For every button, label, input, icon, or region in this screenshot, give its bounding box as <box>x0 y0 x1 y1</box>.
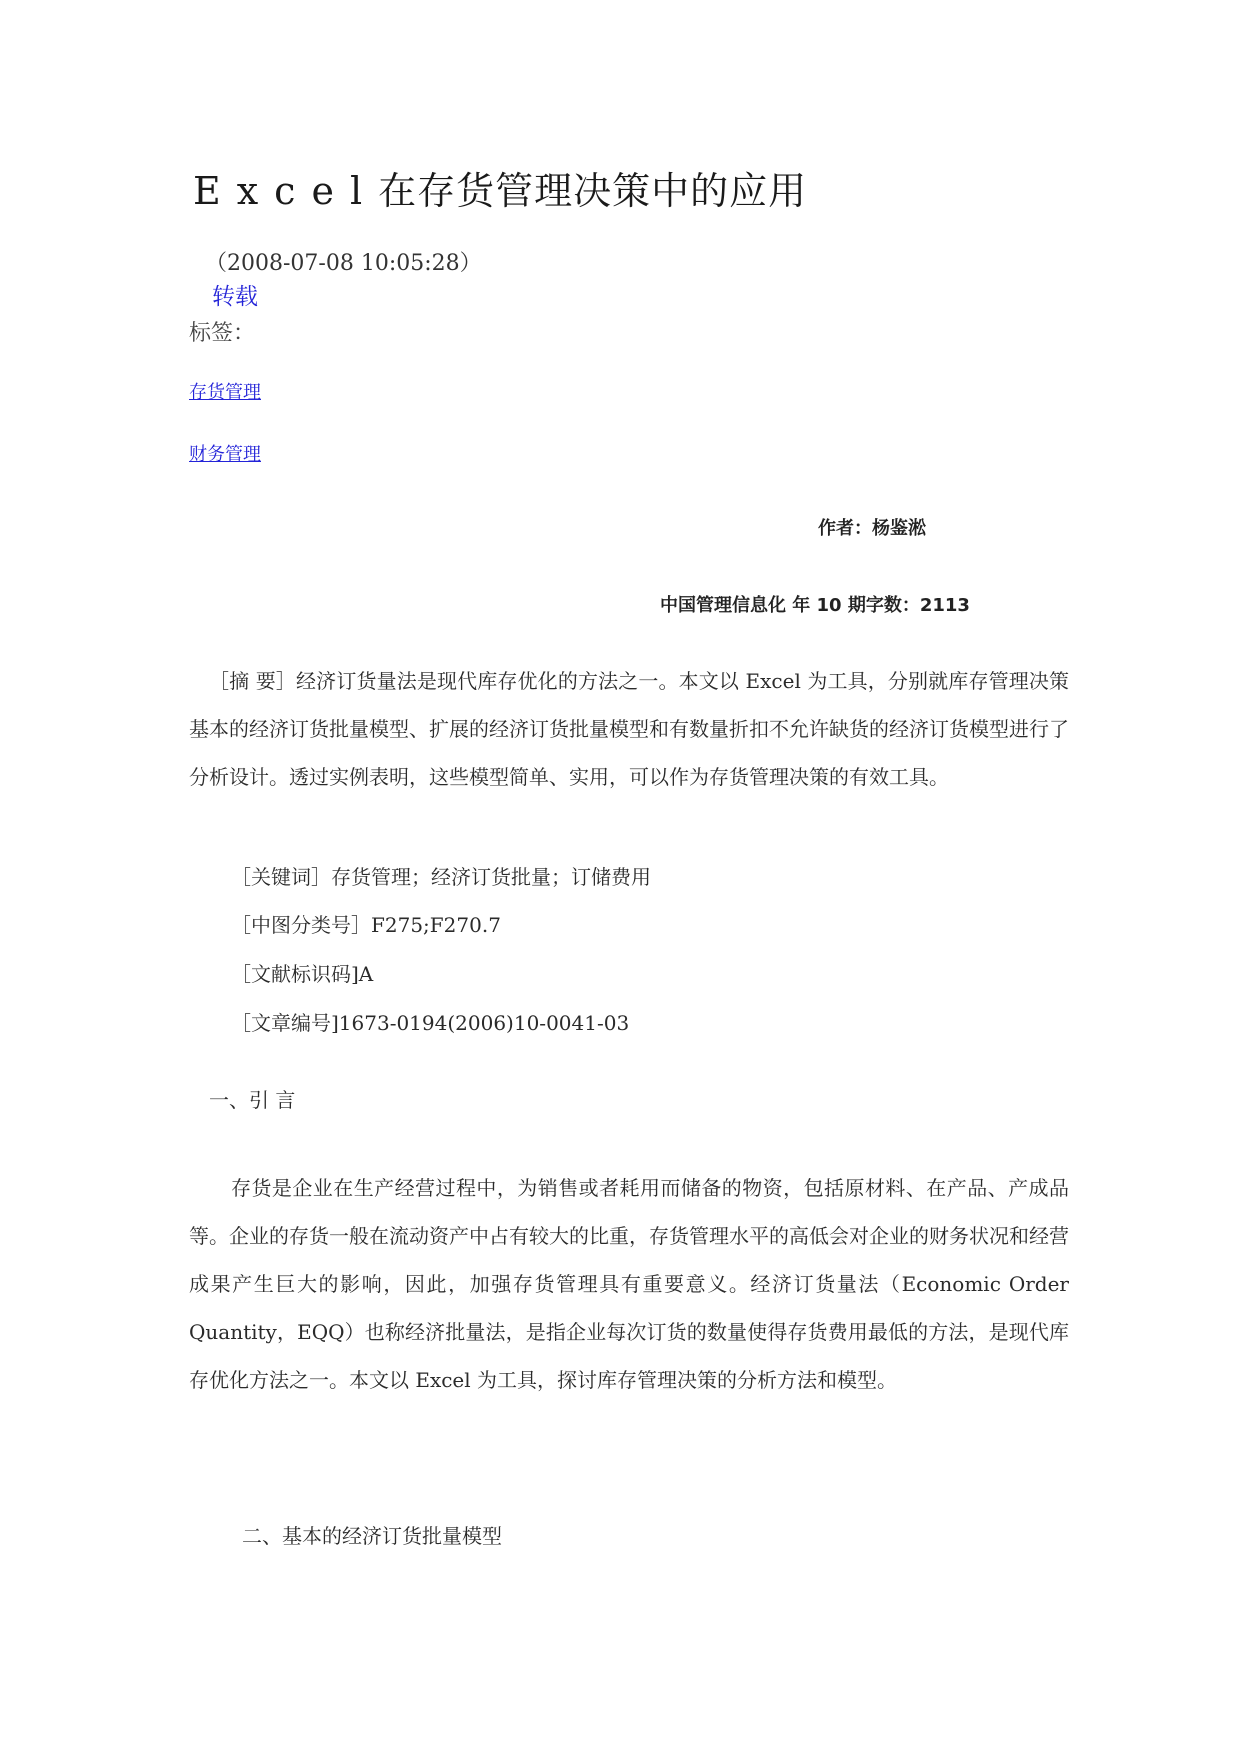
doc-code-line: ［文献标识码]A <box>231 962 374 986</box>
repost-link[interactable]: 转载 <box>212 284 258 310</box>
source-line: 中国管理信息化 年 10 期字数：2113 <box>660 595 970 616</box>
article-title <box>193 160 807 215</box>
tag-link-finance[interactable]: 财务管理 <box>189 444 261 465</box>
article-title-latin: Excel <box>193 169 379 213</box>
article-number-line: ［文章编号]1673-0194(2006)10-0041-03 <box>231 1011 630 1035</box>
keywords-line: ［关键词］存货管理；经济订货批量；订储费用 <box>231 865 651 889</box>
post-timestamp: （2008-07-08 10:05:28） <box>205 251 482 276</box>
section-heading-introduction: 一、引 言 <box>209 1088 296 1112</box>
author-line: 作者：杨鉴淞 <box>818 518 926 539</box>
abstract-paragraph: ［摘 要］经济订货量法是现代库存优化的方法之一。本文以 Excel 为工具，分别就库存管理决策基本的经济订货批量模型、扩展的经济订货批量模型和有数量折扣不允许缺货的经济订货模型进行了分析设计。透过实例表明，这些模型简单、实用，可以作为存货管理决策的有效工具。 <box>189 669 1069 789</box>
article-title-rest: 在存货管理决策中的应用 <box>378 169 808 213</box>
introduction-paragraph: 存货是企业在生产经营过程中，为销售或者耗用而储备的物资，包括原材料、在产品、产成品等。企业的存货一般在流动资产中占有较大的比重，存货管理水平的高低会对企业的财务状况和经营成果产生巨大的影响，因此，加强存货管理具有重要意义。经济订货量法（Economic Order Quantity，EQQ）也称经济批量法，是指企业每次订货的数量使得存货费用最低的方法，是现代库存优化方法之一。本文以 Excel 为工具，探讨库存管理决策的分析方法和模型。 <box>189 1176 1069 1392</box>
tags-label: 标签： <box>189 321 256 346</box>
classification-line: ［中图分类号］F275;F270.7 <box>231 913 501 937</box>
section-heading-basic-eoq: 二、基本的经济订货批量模型 <box>242 1524 502 1548</box>
tag-link-inventory[interactable]: 存货管理 <box>189 382 261 403</box>
